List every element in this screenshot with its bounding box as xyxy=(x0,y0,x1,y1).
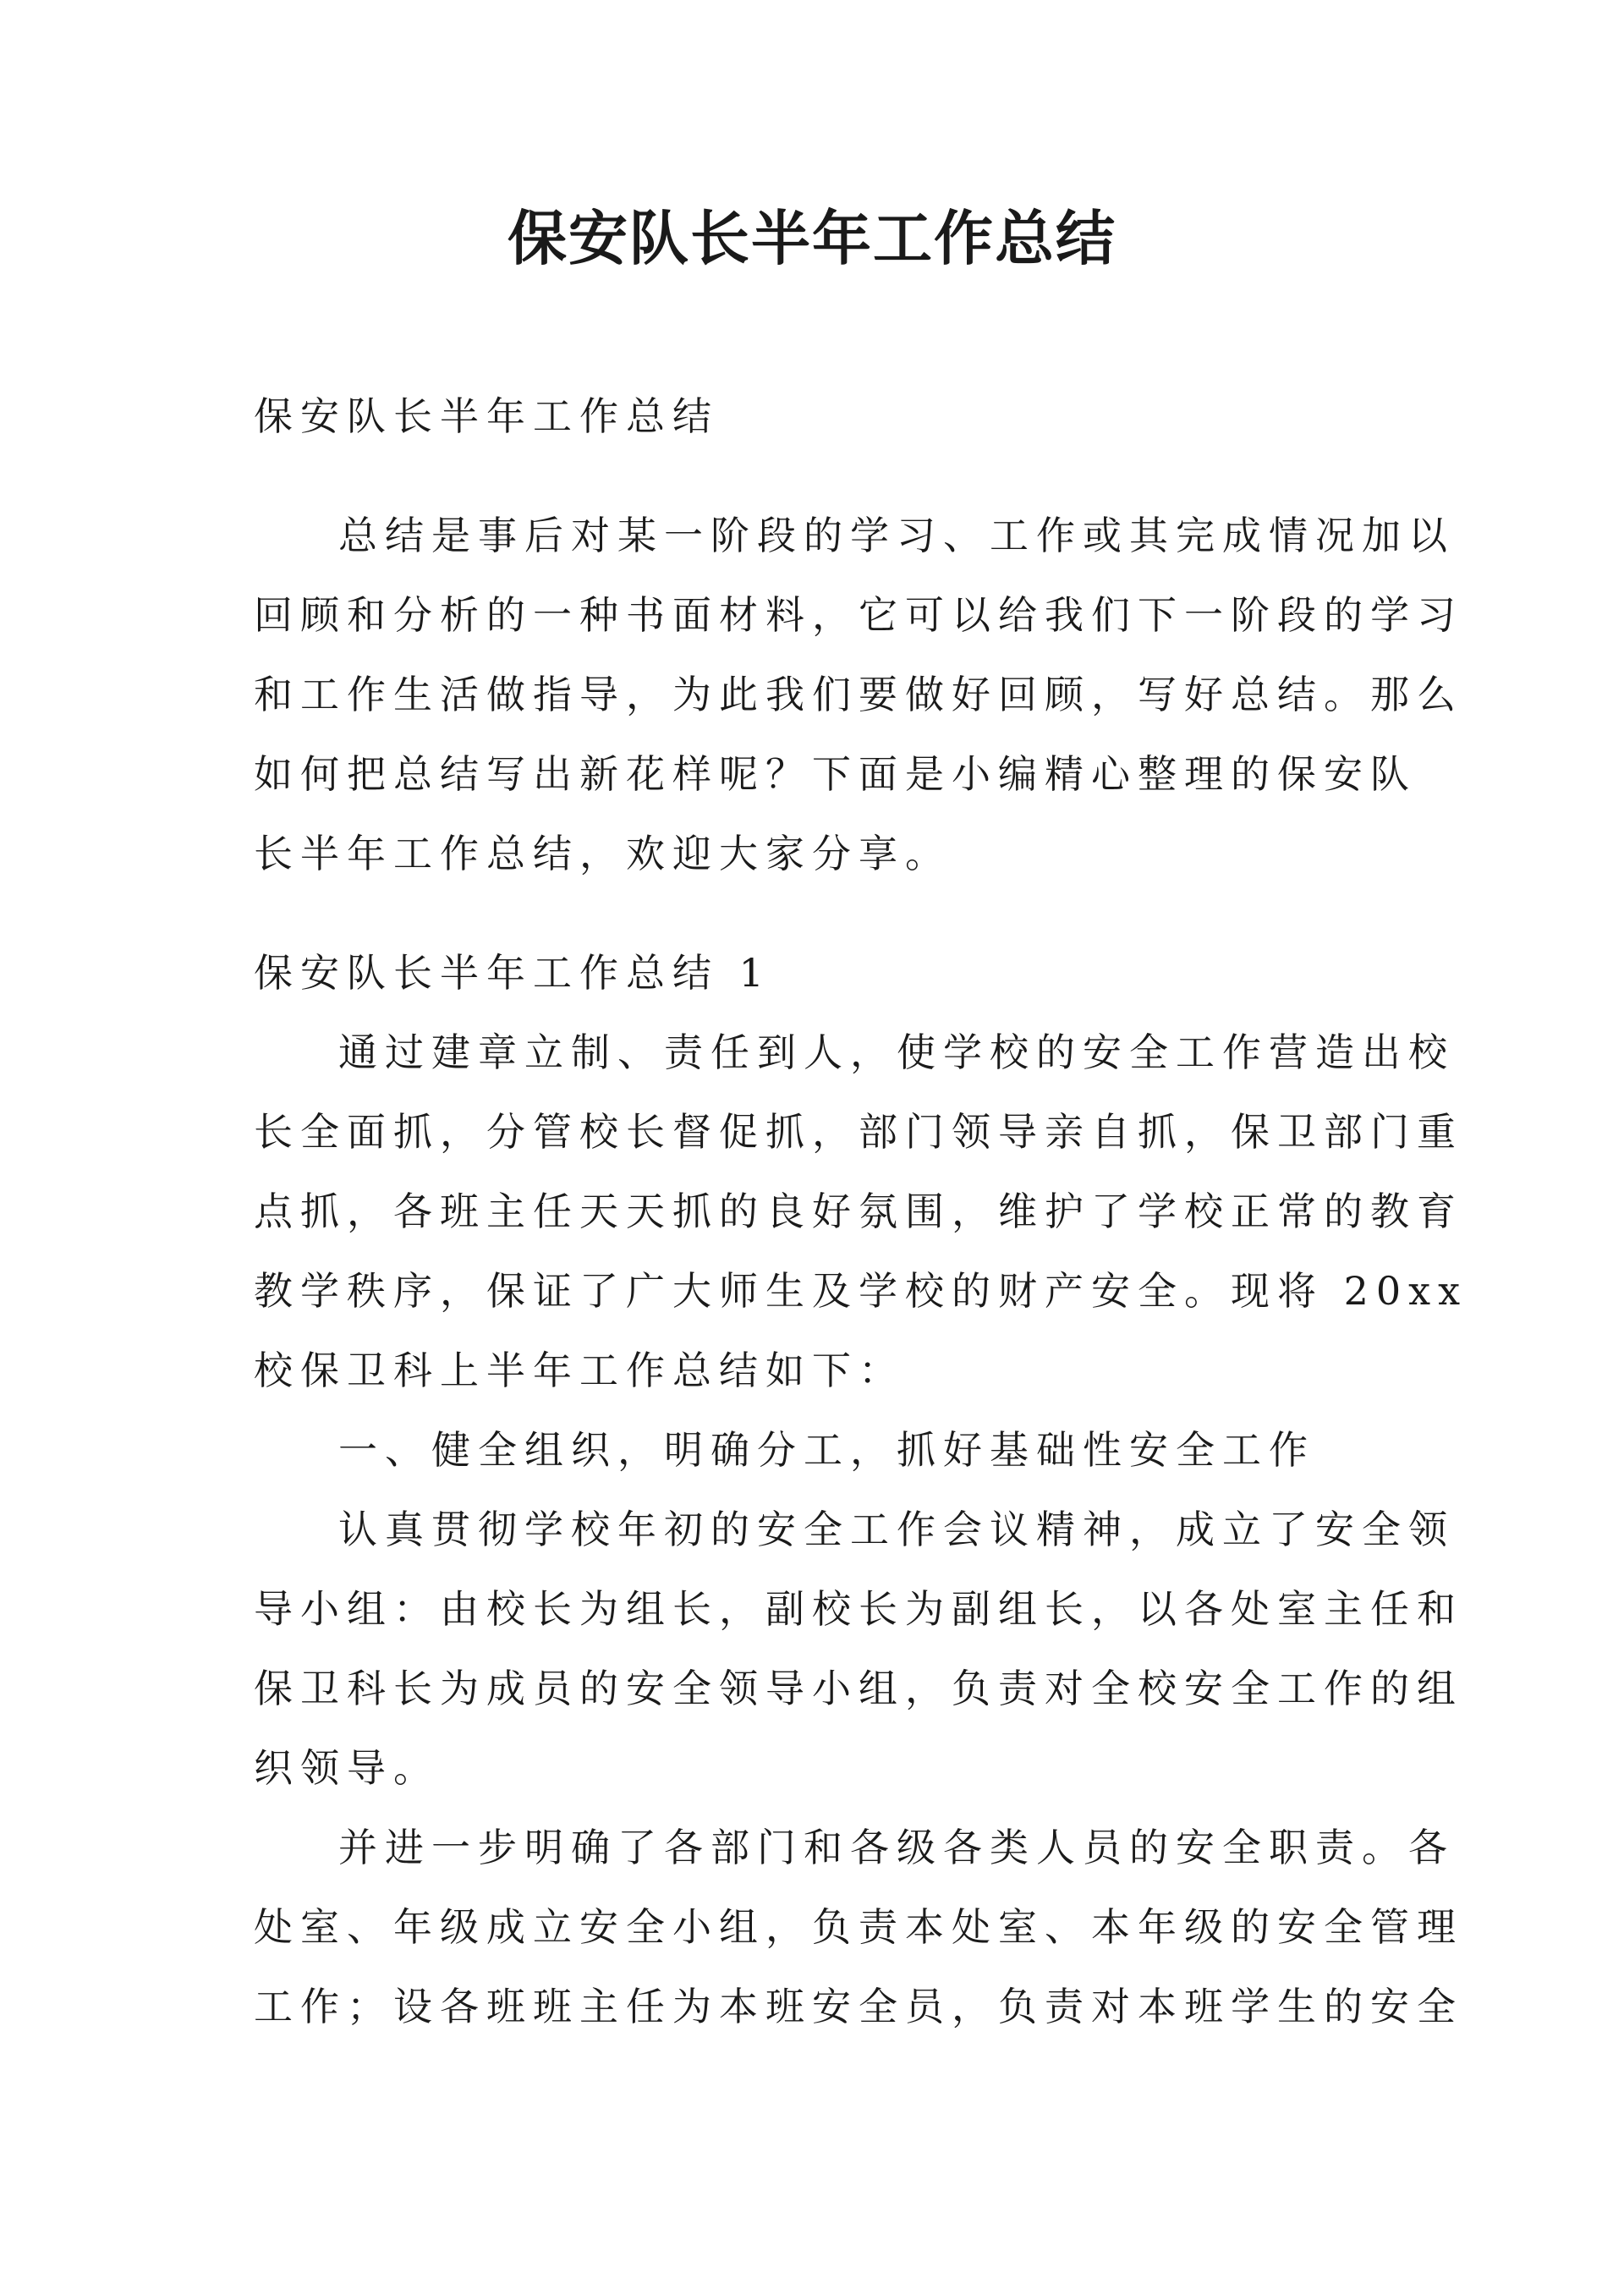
document-title: 保安队长半年工作总结 xyxy=(508,203,1116,273)
paragraph-line: 和工作生活做指导，为此我们要做好回顾，写好总结。那么 xyxy=(254,672,1463,717)
paragraph-line: 保卫科长为成员的安全领导小组，负责对全校安全工作的组 xyxy=(254,1666,1463,1711)
paragraph-line: 点抓，各班主任天天抓的良好氛围，维护了学校正常的教育 xyxy=(254,1189,1463,1234)
paragraph-line: 认真贯彻学校年初的安全工作会议精神，成立了安全领 xyxy=(338,1507,1455,1552)
document-subtitle: 保安队长半年工作总结 xyxy=(254,393,719,439)
paragraph-line: 校保卫科上半年工作总结如下： xyxy=(254,1348,905,1393)
paragraph-line: 并进一步明确了各部门和各级各类人员的安全职责。各 xyxy=(338,1825,1455,1870)
intro-paragraph xyxy=(254,496,1463,893)
paragraph-line: 通过建章立制、责任到人，使学校的安全工作营造出校 xyxy=(338,1029,1455,1075)
paragraph-3 xyxy=(254,1808,1463,2046)
paragraph-line: 处室、年级成立安全小组，负责本处室、本年级的安全管理 xyxy=(254,1904,1463,1950)
document-body xyxy=(254,376,1468,2046)
paragraph-2 xyxy=(254,1490,1463,1808)
paragraph-line: 回顾和分析的一种书面材料，它可以给我们下一阶段的学习 xyxy=(254,592,1463,638)
paragraph-line: 长全面抓，分管校长督促抓，部门领导亲自抓，保卫部门重 xyxy=(254,1109,1463,1155)
paragraph-line: 工作；设各班班主任为本班安全员，负责对本班学生的安全 xyxy=(254,1984,1463,2029)
paragraph-line: 教学秩序，保证了广大师生及学校的财产安全。现将 20xx xyxy=(254,1268,1468,1314)
paragraph-line: 如何把总结写出新花样呢？下面是小编精心整理的保安队 xyxy=(254,751,1417,797)
paragraph-line: 导小组：由校长为组长，副校长为副组长，以各处室主任和 xyxy=(254,1586,1463,1632)
paragraph-line: 总结是事后对某一阶段的学习、工作或其完成情况加以 xyxy=(338,513,1455,558)
paragraph-line: 织领导。 xyxy=(254,1745,440,1791)
paragraph-1 xyxy=(254,1013,1468,1410)
sub-heading: 一、健全组织，明确分工，抓好基础性安全工作 xyxy=(338,1427,1315,1473)
section-heading: 保安队长半年工作总结 1 xyxy=(254,950,771,996)
paragraph-line: 长半年工作总结，欢迎大家分享。 xyxy=(254,831,952,876)
